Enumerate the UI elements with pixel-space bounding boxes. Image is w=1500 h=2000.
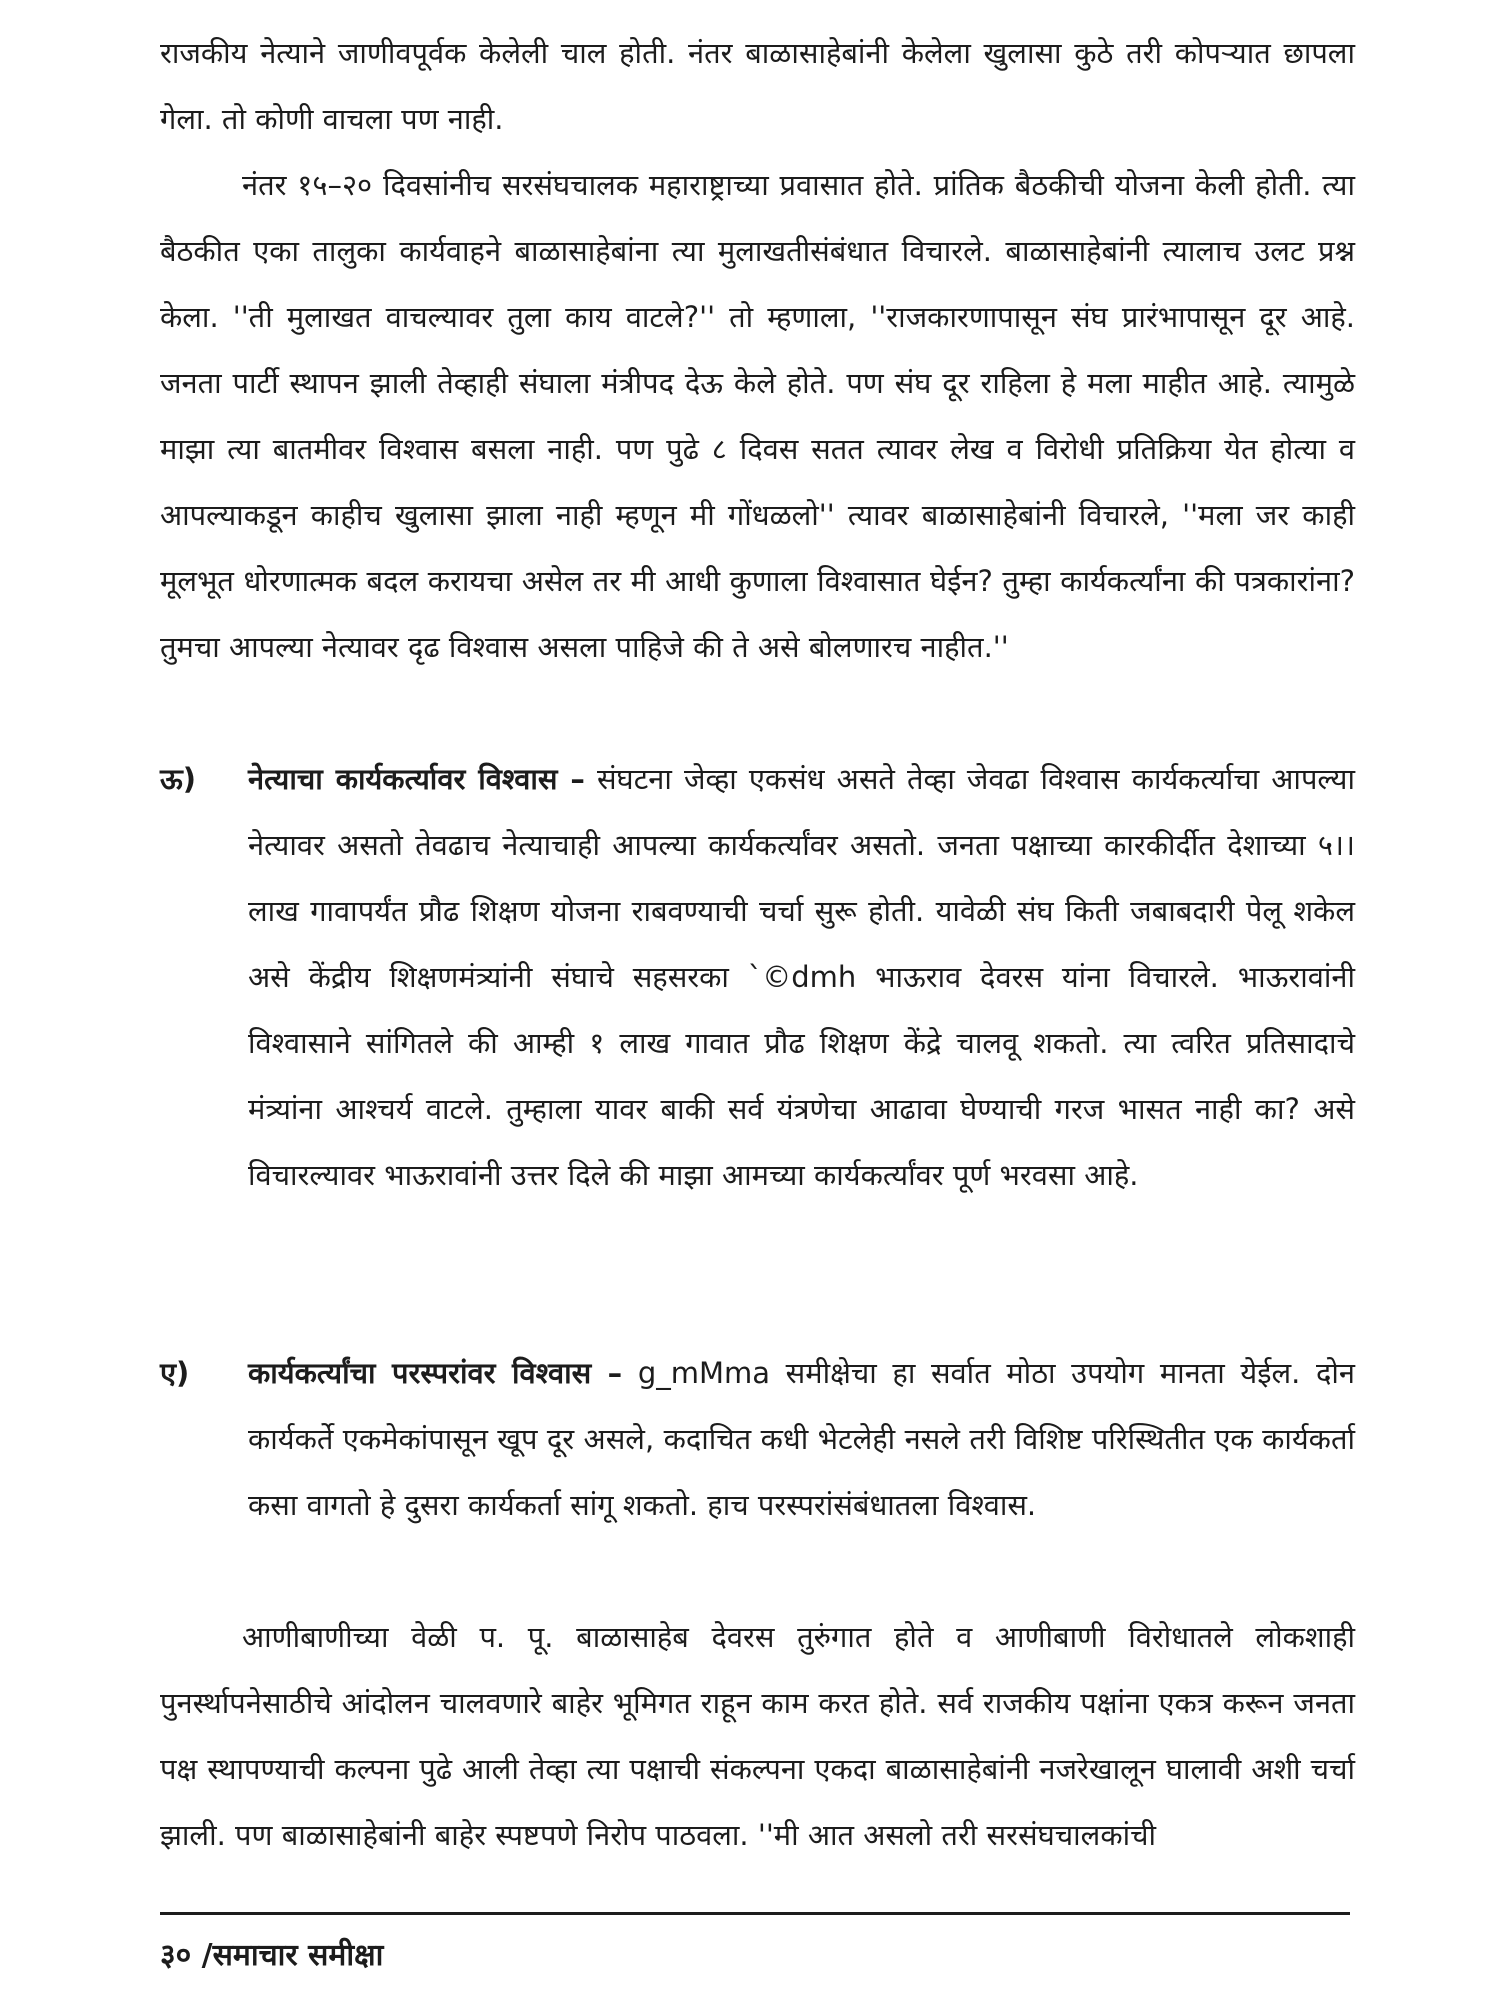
paragraph-3-text: आणीबाणीच्या वेळी प. पू. बाळासाहेब देवरस तुरुंगात होते व आणीबाणी विरोधातले लोकशाही पुनर्स्थापनेसाठीचे आंदोलन चालवणारे बाहेर भूमिगत राहून काम करत होते. सर्व राजकीय पक्षांना एकत्र करून जनता पक्ष स्थापण्याची कल्पना पुढे आली तेव्हा त्या पक्षाची संकल्पना एकदा बाळासाहेबांनी नजरेखालून घालावी अशी चर्चा झाली. पण बाळासाहेबांनी बाहेर स्पष्टपणे निरोप पाठवला. ''मी आत असलो तरी सरसंघचालकांची	[160, 1620, 1355, 1852]
list-item-u	[160, 746, 1355, 1208]
paragraph-2-text: नंतर १५–२० दिवसांनीच सरसंघचालक महाराष्ट्राच्या प्रवासात होते. प्रांतिक बैठकीची योजना केली होती. त्या बैठकीत एका तालुका कार्यवाहने बाळासाहेबांना त्या मुलाखतीसंबंधात विचारले. बाळासाहेबांनी त्यालाच उलट प्रश्न केला. ''ती मुलाखत वाचल्यावर तुला काय वाटले?'' तो म्हणाला, ''राजकारणापासून संघ प्रारंभापासून दूर आहे. जनता पार्टी स्थापन झाली तेव्हाही संघाला मंत्रीपद देऊ केले होते. पण संघ दूर राहिला हे मला माहीत आहे. त्यामुळे माझा त्या बातमीवर विश्वास बसला नाही. पण पुढे ८ दिवस सतत त्यावर लेख व विरोधी प्रतिक्रिया येत होत्या व आपल्याकडून काहीच खुलासा झाला नाही म्हणून मी गोंधळलो'' त्यावर बाळासाहेबांनी विचारले, ''मला जर काही मूलभूत धोरणात्मक बदल करायचा असेल तर मी आधी कुणाला विश्वासात घेईन? तुम्हा कार्यकर्त्यांना की पत्रकारांना? तुमचा आपल्या नेत्यावर दृढ विश्वास असला पाहिजे की ते असे बोलणारच नाहीत.''	[160, 168, 1355, 664]
list-item-e-marker: ए)	[160, 1356, 190, 1390]
list-item-u-heading: नेत्याचा कार्यकर्त्यावर विश्वास –	[248, 762, 585, 796]
paragraph-intro-text: राजकीय नेत्याने जाणीवपूर्वक केलेली चाल होती. नंतर बाळासाहेबांनी केलेला खुलासा कुठे तरी कोपऱ्यात छापला गेला. तो कोणी वाचला पण नाही.	[160, 36, 1355, 136]
list-item-e-text: g_mMma समीक्षेचा हा सर्वात मोठा उपयोग मानता येईल. दोन कार्यकर्ते एकमेकांपासून खूप दूर असले, कदाचित कधी भेटलेही नसले तरी विशिष्ट परिस्थितीत एक कार्यकर्ता कसा वागतो हे दुसरा कार्यकर्ता सांगू शकतो. हाच परस्परांसंबंधातला विश्वास.	[248, 1356, 1355, 1522]
list-item-e-body	[248, 1340, 1355, 1538]
paragraph-2	[160, 152, 1355, 680]
list-item-e-heading: कार्यकर्त्यांचा परस्परांवर विश्वास –	[248, 1356, 623, 1390]
page-footer: ३० /समाचार समीक्षा	[160, 1938, 384, 1973]
list-item-u-text: संघटना जेव्हा एकसंध असते तेव्हा जेवढा विश्वास कार्यकर्त्याचा आपल्या नेत्यावर असतो तेवढाच नेत्याचाही आपल्या कार्यकर्त्यांवर असतो. जनता पक्षाच्या कारकीर्दीत देशाच्या ५।। लाख गावापर्यंत प्रौढ शिक्षण योजना राबवण्याची चर्चा सुरू होती. यावेळी संघ किती जबाबदारी पेलू शकेल असे केंद्रीय शिक्षणमंत्र्यांनी संघाचे सहसरका `©dmh भाऊराव देवरस यांना विचारले. भाऊरावांनी विश्वासाने सांगितले की आम्ही १ लाख गावात प्रौढ शिक्षण केंद्रे चालवू शकतो. त्या त्वरित प्रतिसादाचे मंत्र्यांना आश्चर्य वाटले. तुम्हाला यावर बाकी सर्व यंत्रणेचा आढावा घेण्याची गरज भासत नाही का? असे विचारल्यावर भाऊरावांनी उत्तर दिले की माझा आमच्या कार्यकर्त्यांवर पूर्ण भरवसा आहे.	[248, 762, 1355, 1192]
list-item-e	[160, 1340, 1355, 1538]
paragraph-intro	[160, 20, 1355, 152]
list-item-u-marker: ऊ)	[160, 762, 197, 796]
paragraph-3	[160, 1604, 1355, 1868]
list-item-u-body	[248, 746, 1355, 1208]
footer-divider	[160, 1912, 1350, 1915]
